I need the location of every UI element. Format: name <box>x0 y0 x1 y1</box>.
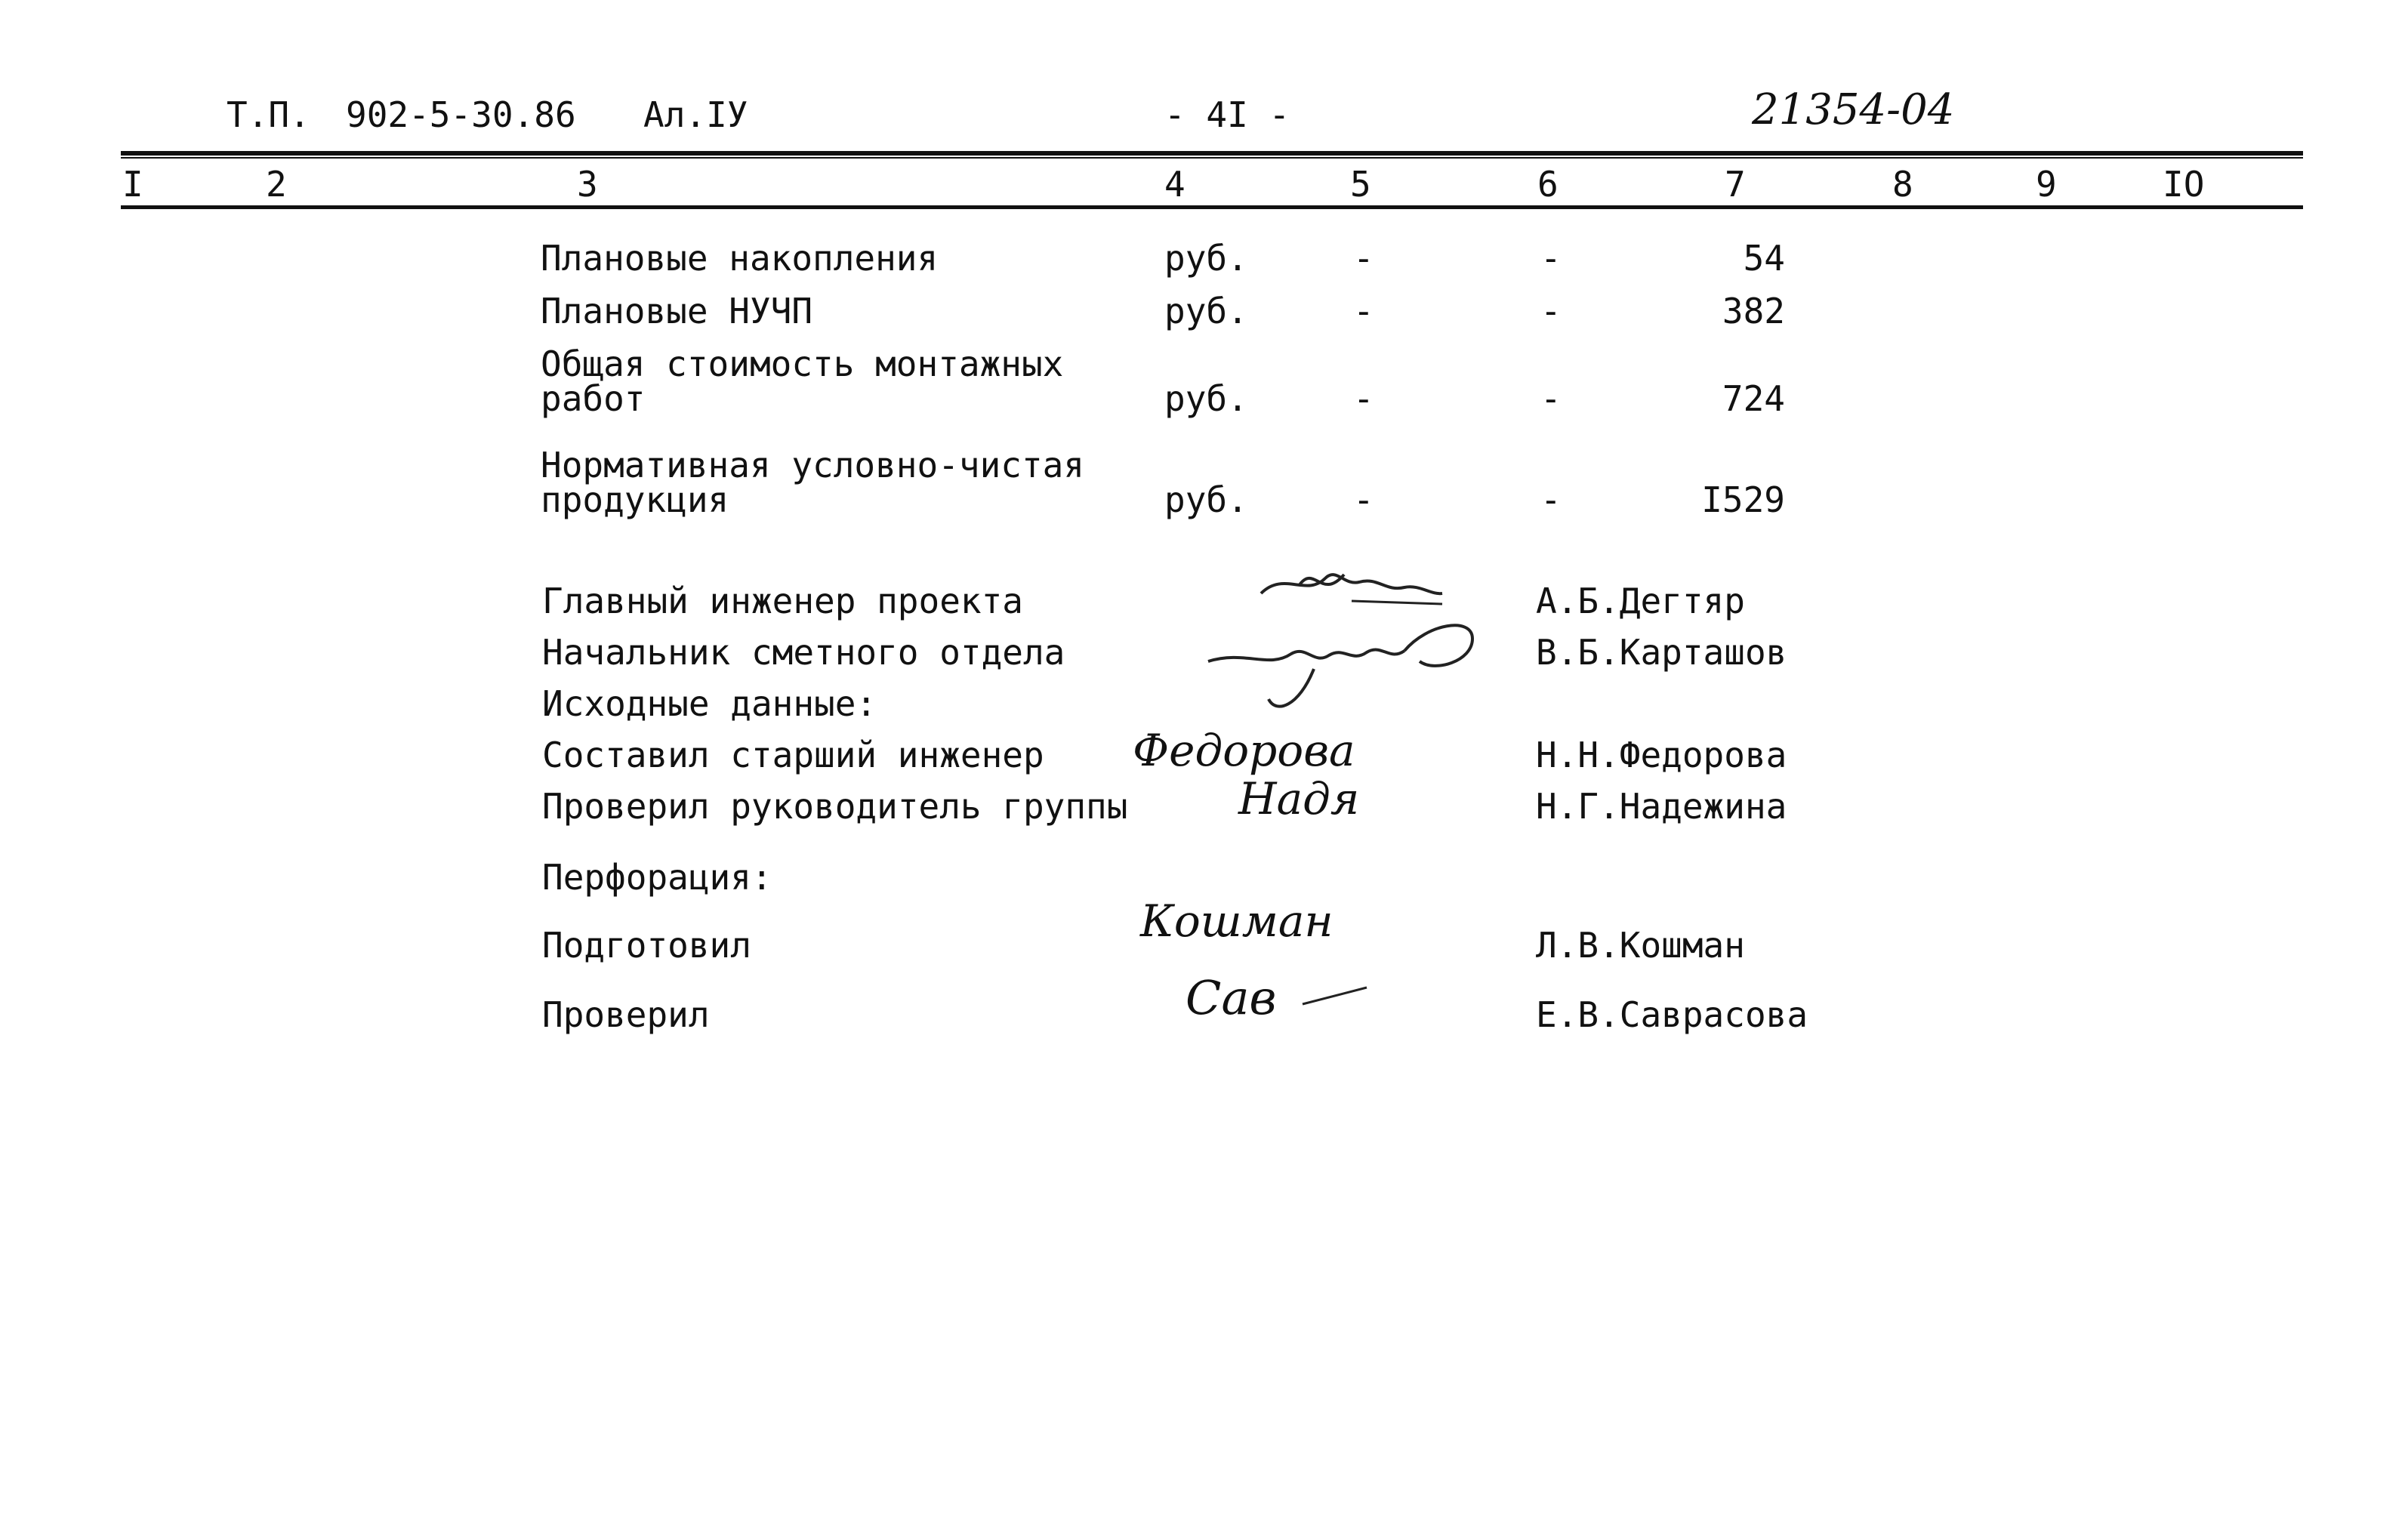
signature-role: Составил старший инженер <box>542 735 1044 775</box>
row-col6: - <box>1540 291 1562 331</box>
row-col7: 382 <box>1722 291 1785 331</box>
column-header-4: 4 <box>1164 164 1186 205</box>
row-col5: - <box>1353 378 1374 419</box>
row-col6: - <box>1540 479 1562 520</box>
row-col6: - <box>1540 238 1562 279</box>
signature-role: Проверил руководитель группы <box>542 786 1128 827</box>
column-header-8: 8 <box>1892 164 1913 205</box>
column-header-1: I <box>122 164 143 205</box>
signature-role: Начальник сметного отдела <box>542 632 1065 673</box>
row-unit: руб. <box>1164 291 1248 331</box>
signature-name: Л.В.Кошман <box>1536 925 1745 966</box>
row-name-continued: продукция <box>541 479 729 520</box>
row-unit: руб. <box>1164 378 1248 419</box>
row-col5: - <box>1353 238 1374 279</box>
section-label-source-data: Исходные данные: <box>542 683 877 724</box>
column-header-9: 9 <box>2036 164 2057 205</box>
signature-savrasova: Сав <box>1186 970 1277 1025</box>
row-name-continued: работ <box>541 378 646 419</box>
column-header-5: 5 <box>1350 164 1371 205</box>
signature-fedorova: Федорова <box>1133 725 1355 776</box>
row-col6: - <box>1540 378 1562 419</box>
column-header-2: 2 <box>266 164 287 205</box>
signature-degtyar <box>1253 556 1450 616</box>
signature-role: Подготовил <box>542 925 751 966</box>
row-col7: I529 <box>1701 479 1785 520</box>
column-header-6: 6 <box>1537 164 1559 205</box>
section-label-perforation: Перфорация: <box>542 857 772 898</box>
row-unit: руб. <box>1164 238 1248 279</box>
signature-name: Н.Н.Федорова <box>1536 735 1787 775</box>
row-name: Общая стоимость монтажных <box>541 344 1064 384</box>
column-header-10: IO <box>2163 164 2205 205</box>
row-name: Плановые накопления <box>541 238 939 279</box>
signature-savrasova-stroke <box>1299 981 1374 1012</box>
row-col7: 724 <box>1722 378 1785 419</box>
row-col7: 54 <box>1743 238 1785 279</box>
table-top-rule <box>121 151 2303 156</box>
table-header-bottom-rule <box>121 205 2303 209</box>
signature-nadezhina: Надя <box>1238 773 1360 824</box>
signature-role: Главный инженер проекта <box>542 581 1023 621</box>
signature-kartashov <box>1201 609 1488 714</box>
row-name: Нормативная условно-чистая <box>541 445 1085 485</box>
signature-name: Е.В.Саврасова <box>1536 994 1808 1035</box>
row-name: Плановые НУЧП <box>541 291 813 331</box>
table-top-rule-thin <box>121 157 2303 159</box>
column-header-7: 7 <box>1725 164 1746 205</box>
signature-name: В.Б.Карташов <box>1536 632 1787 673</box>
signature-role: Проверил <box>542 994 710 1035</box>
header-doc-code: 902-5-30.86 <box>346 94 576 135</box>
header-page-number: - 4I - <box>1164 94 1290 135</box>
signature-name: А.Б.Дегтяр <box>1536 581 1745 621</box>
header-album: Ал.IУ <box>643 94 748 135</box>
header-stamp: 21354-04 <box>1752 85 1955 134</box>
row-unit: руб. <box>1164 479 1248 520</box>
row-col5: - <box>1353 479 1374 520</box>
column-header-3: 3 <box>577 164 598 205</box>
header-tp-label: Т.П. <box>227 94 310 135</box>
row-col5: - <box>1353 291 1374 331</box>
signature-name: Н.Г.Надежина <box>1536 786 1787 827</box>
signature-koshman: Кошман <box>1140 895 1333 947</box>
